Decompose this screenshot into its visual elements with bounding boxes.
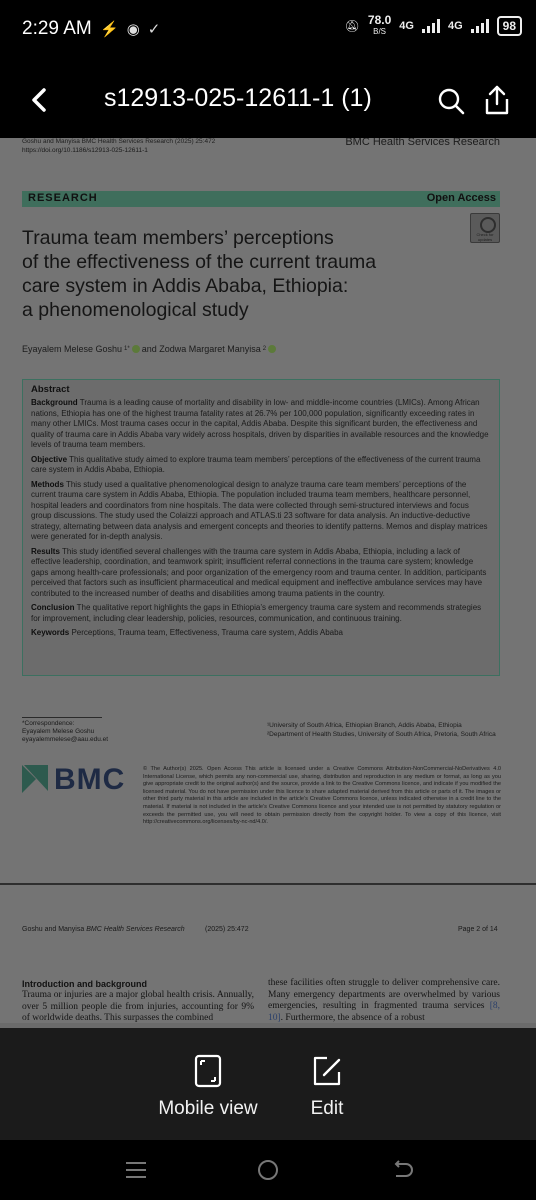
abstract-label: Methods: [31, 479, 64, 489]
orcid-icon[interactable]: [132, 345, 140, 353]
abstract-text: The qualitative report highlights the gaps in Ethiopia’s emergency trauma care system and recommends strategies for improvement, including clear leadership, policies, resources, communication, and continuous training.: [31, 603, 482, 623]
abstract-label: Background: [31, 398, 78, 407]
system-navigation-bar: [0, 1140, 536, 1200]
recent-apps-button[interactable]: [122, 1158, 150, 1182]
edit-icon: [311, 1054, 343, 1088]
search-button[interactable]: [436, 86, 466, 116]
mobile-view-button[interactable]: [150, 1054, 266, 1120]
title-line: a phenomenological study: [22, 299, 249, 321]
check-for-updates-badge[interactable]: Check for updates: [470, 213, 500, 243]
abstract-label: Results: [31, 546, 60, 556]
page-header-line: Goshu and Manyisa BMC Health Services Research (2025) 25:472: [22, 138, 216, 145]
abstract-background: [31, 398, 491, 451]
top-toolbar: [0, 62, 536, 138]
correspondence-label: *Correspondence:: [22, 720, 75, 727]
app-notification-icon: ◉: [126, 21, 140, 38]
body-text-left: Trauma or injuries are a major global health crisis. Annually, over 5 million people die from injuries, accounting for 9% of worldwide deaths. This surpasses the combined: [22, 990, 254, 1023]
paper-title: [22, 226, 442, 322]
menu-icon: [122, 1158, 150, 1182]
footnote-divider: [22, 717, 102, 718]
page2-header: [22, 926, 185, 933]
abstract-methods: [31, 480, 491, 543]
doi-link[interactable]: https://doi.org/10.1186/s12913-025-12611-1: [22, 147, 148, 154]
status-time: 2:29 AM: [22, 18, 92, 39]
section-heading: Introduction and background: [22, 979, 147, 989]
abstract-label: Keywords: [31, 628, 70, 637]
abstract-keywords: [31, 628, 491, 639]
body-text: . Furthermore, the absence of a robust: [280, 1012, 425, 1023]
journal-name: BMC Health Services Research: [345, 138, 500, 148]
speed-unit: B/S: [373, 27, 387, 36]
abstract-text: This study used a qualitative phenomenological design to analyze trauma care team members’ perceptions of the current trauma care system in Addis Ababa, Ethiopia. The population included trauma team members, healthcare personnel, hospital leaders and coordinators from nine hospitals. The data were collected through semi-structured interviews and focus group discussions. The study used the Colaizzi approach and ATLAS.ti 23 software for data analysis. An inductive-deductive strategy, alternating between data analysis and emergent concepts and theories to identify patterns. Memos and display matrices were generated for in-depth analysis.: [31, 479, 488, 541]
back-button[interactable]: [22, 82, 58, 118]
mobile-view-label: Mobile view: [158, 1098, 258, 1119]
abstract-label: Objective: [31, 454, 68, 464]
article-type-bar: [22, 191, 500, 207]
title-line: of the effectiveness of the current trauma: [22, 251, 377, 273]
mute-icon: 🔕︎: [344, 19, 360, 33]
body-text: these facilities often struggle to deliver comprehensive care. Many emergency departments are overwhelmed by various emergencies, resulting in fragmented trauma services: [268, 978, 500, 1011]
signal-bars-2-icon: [471, 19, 489, 33]
affiliation: ¹University of South Africa, Ethiopian Branch, Addis Ababa, Ethiopia: [267, 722, 462, 729]
abstract-text: This study identified several challenges with the trauma care system in Addis Ababa, Ethiopia, including a lack of effective leadership, coordination, and teamwork spirit; insufficient referral connections in the trauma care system; knowledge gaps among health-care professionals; and poor organization of the emergency room and trauma center. In addition, participants perceived that factors such as insufficient pharmaceutical and medical equipment and ineffective ambulance services may have contributed to the increased number of deaths and disabilities among trauma patients in the country.: [31, 546, 487, 598]
abstract-conclusion: [31, 603, 491, 624]
abstract-box: [22, 379, 500, 676]
affiliation: ²Department of Health Studies, University of South Africa, Pretoria, South Africa: [267, 730, 496, 738]
network-type-2: 4G: [447, 20, 463, 32]
correspondence-name: Eyayalem Melese Goshu: [22, 728, 95, 735]
orcid-icon[interactable]: [268, 345, 276, 353]
nav-back-button[interactable]: [388, 1158, 416, 1182]
license-text: © The Author(s) 2025. Open Access This article is licensed under a Creative Commons Attribution-NonCommercial-NoDerivatives 4.0 International License, which permits any non-commercial use, sharing, distribution and reproduction in any medium or format, as long as you give appropriate credit to the original author(s) and the source, provide a link to the Creative Commons licence, and indicate if you modified the licensed material. You do not have permission under this licence to share adapted material derived from this article or parts of it. The images or other third party material in this article are included in the article’s Creative Commons licence, unless indicated otherwise in a credit line to the material. If material is not included in the article’s Creative Commons licence and your intended use is not permitted by statutory regulation or exceeds the permitted use, you will need to obtain permission directly from the copyright holder. To view a copy of this licence, visit http://creativecommons.org/licenses/by-nc-nd/4.0/.: [143, 766, 501, 826]
page2-journal: BMC Health Services Research: [86, 926, 185, 933]
back-arrow-icon: [388, 1158, 416, 1182]
abstract-heading: Abstract: [31, 384, 70, 395]
author-list: [22, 344, 276, 354]
page2-authors: Goshu and Manyisa: [22, 926, 85, 933]
correspondence: [22, 720, 242, 744]
home-circle-icon: [254, 1158, 282, 1182]
edit-button[interactable]: [292, 1054, 362, 1120]
airplane-sync-icon: ⚡: [100, 21, 119, 38]
correspondence-email[interactable]: eyayalemmelese@aau.edu.et: [22, 736, 109, 743]
bmc-logo-mark-icon: [22, 765, 48, 793]
speed-value: 78.0: [367, 13, 392, 27]
share-icon: [482, 84, 512, 116]
network-type-1: 4G: [399, 20, 414, 32]
search-icon: [436, 86, 466, 116]
citation-link[interactable]: [8, 10]: [268, 1001, 501, 1023]
author-affiliation-mark: 1*: [124, 346, 130, 352]
bottom-action-bar: [0, 1028, 536, 1140]
open-access-label: Open Access: [426, 192, 496, 204]
signal-bars-1-icon: [422, 19, 440, 33]
share-button[interactable]: [482, 84, 512, 116]
status-right: [345, 15, 522, 37]
author-name: Eyayalem Melese Goshu: [22, 344, 123, 354]
author-affiliation-mark: 2: [262, 346, 267, 352]
page-number: Page 2 of 14: [458, 926, 498, 933]
bmc-logo: [22, 765, 130, 797]
title-line: care system in Addis Ababa, Ethiopia:: [22, 275, 349, 297]
pdf-document-view[interactable]: [0, 138, 536, 1028]
page2-year: (2025) 25:472: [205, 926, 249, 933]
battery-indicator: 98: [497, 16, 522, 36]
abstract-label: Conclusion: [31, 603, 75, 612]
edit-label: Edit: [310, 1098, 344, 1119]
abstract-text: Perceptions, Trauma team, Effectiveness, Trauma care system, Addis Ababa: [71, 628, 344, 637]
pdf-page-1: [0, 138, 536, 883]
status-notification-icons: [100, 20, 160, 38]
status-bar: [0, 0, 536, 62]
abstract-objective: [31, 455, 491, 476]
author-name: and Zodwa Margaret Manyisa: [141, 344, 261, 354]
abstract-results: [31, 547, 491, 600]
chevron-left-icon: [22, 82, 58, 118]
home-button[interactable]: [254, 1158, 282, 1182]
network-speed: [368, 15, 391, 37]
abstract-text: Trauma is a leading cause of mortality and disability in low- and middle-income countries (LMICs). Among African nations, Ethiopia has one of the highest trauma fatality rates at 26.7% per 100,000 population, significantly exceeding rates in many other LMICs. Most trauma cases occur in the capital, Addis Ababa. Despite this significant burden, the effectiveness and quality of trauma care in Addis Ababa vary widely across hospitals, driven by disparities in available resources and the knowledge levels of trauma team members.: [31, 398, 489, 449]
affiliations: [267, 722, 497, 739]
body-text-right: [268, 978, 500, 1024]
section-label: RESEARCH: [28, 192, 98, 204]
title-line: Trauma team members’ perceptions: [22, 227, 334, 249]
mobile-view-icon: [194, 1054, 222, 1088]
document-title: s12913-025-12611-1 (1): [104, 84, 372, 112]
download-done-icon: ✓: [147, 21, 161, 38]
abstract-text: This qualitative study aimed to explore trauma team members’ perceptions of the effectiveness of the current trauma care system in Addis Ababa, Ethiopia.: [31, 454, 481, 474]
bmc-logo-text: BMC: [54, 763, 126, 796]
